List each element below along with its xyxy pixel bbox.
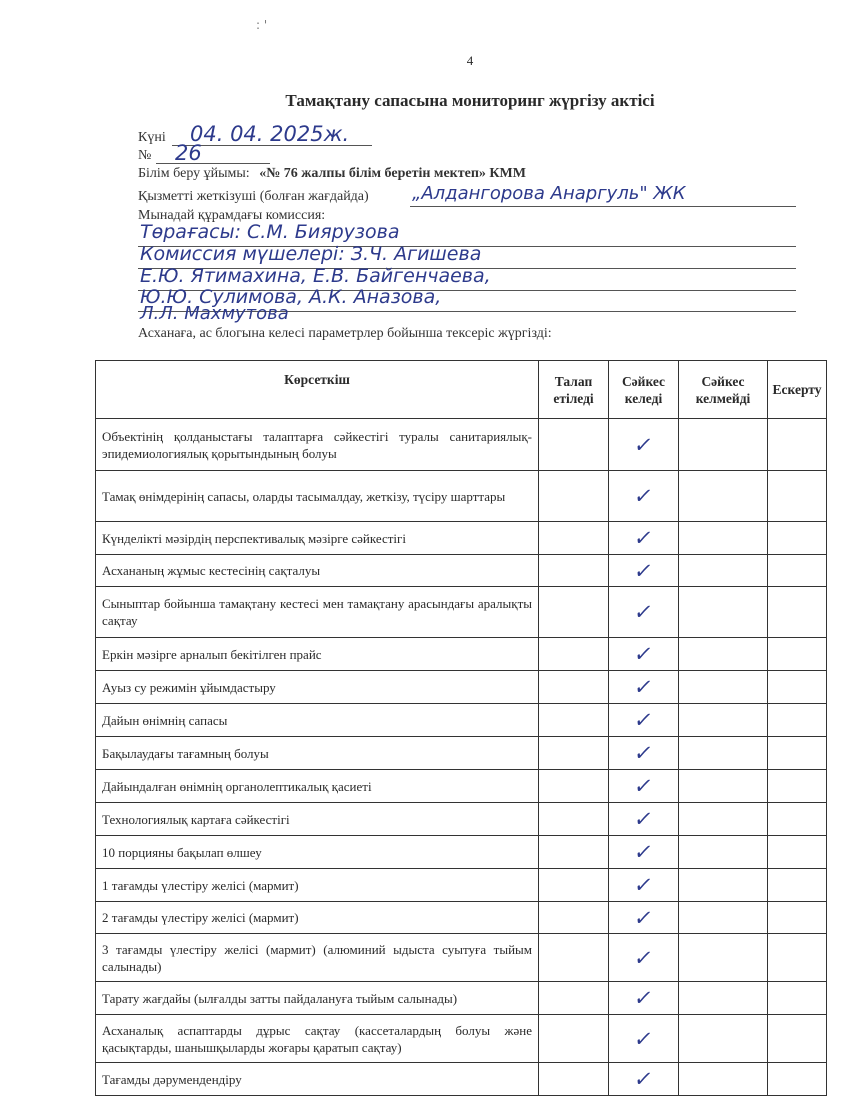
table-row bbox=[96, 1015, 827, 1063]
noncompliant-cell bbox=[679, 803, 768, 836]
compliant-cell bbox=[609, 836, 679, 869]
check-mark-icon: ✓ bbox=[632, 526, 655, 550]
indicator-cell: Технологиялық картаға сәйкестігі bbox=[96, 803, 539, 836]
table-row bbox=[96, 419, 827, 471]
document-title: Тамақтану сапасына мониторинг жүргізу актісі bbox=[285, 91, 655, 110]
note-cell bbox=[768, 1015, 827, 1063]
table-header-row bbox=[96, 361, 827, 419]
compliant-cell bbox=[609, 522, 679, 555]
number-label: № bbox=[138, 148, 152, 163]
header-indicator: Көрсеткіш bbox=[96, 361, 539, 419]
compliant-cell bbox=[609, 803, 679, 836]
check-mark-icon: ✓ bbox=[632, 741, 655, 765]
compliant-cell bbox=[609, 419, 679, 471]
check-mark-icon: ✓ bbox=[632, 807, 655, 831]
noncompliant-cell bbox=[679, 934, 768, 982]
indicator-cell: Сыныптар бойынша тамақтану кестесі мен тамақтану арасындағы аралықты сақтау bbox=[96, 587, 539, 638]
required-cell bbox=[539, 1063, 609, 1096]
noncompliant-cell bbox=[679, 1063, 768, 1096]
commission-member-line-3: Ю.Ю. Сулимова, А.К. Аназова, bbox=[140, 286, 442, 308]
required-cell bbox=[539, 555, 609, 587]
check-mark-icon: ✓ bbox=[632, 708, 655, 732]
noncompliant-cell bbox=[679, 555, 768, 587]
noncompliant-cell bbox=[679, 587, 768, 638]
table-row bbox=[96, 522, 827, 555]
supplier-label: Қызметті жеткізуші (болған жағдайда) bbox=[138, 189, 369, 204]
indicator-cell: Еркін мәзірге арналып бекітілген прайс bbox=[96, 638, 539, 671]
note-cell bbox=[768, 555, 827, 587]
indicator-cell: Дайындалған өнімнің органолептикалық қасиеті bbox=[96, 770, 539, 803]
table-row bbox=[96, 869, 827, 902]
noncompliant-cell bbox=[679, 770, 768, 803]
compliant-cell bbox=[609, 770, 679, 803]
note-cell bbox=[768, 638, 827, 671]
required-cell bbox=[539, 902, 609, 934]
compliant-cell bbox=[609, 902, 679, 934]
note-cell bbox=[768, 471, 827, 522]
indicator-cell: Асхананың жұмыс кестесінің сақталуы bbox=[96, 555, 539, 587]
note-cell bbox=[768, 869, 827, 902]
number-underline bbox=[156, 163, 270, 164]
noncompliant-cell bbox=[679, 982, 768, 1015]
noncompliant-cell bbox=[679, 522, 768, 555]
commission-member-line-4: Л.Л. Махмутова bbox=[140, 303, 289, 324]
required-cell bbox=[539, 803, 609, 836]
commission-members: Комиссия мүшелері: З.Ч. Агишева bbox=[140, 243, 482, 265]
compliant-cell bbox=[609, 638, 679, 671]
note-cell bbox=[768, 982, 827, 1015]
compliant-cell bbox=[609, 704, 679, 737]
header-compliant: Сәйкес келеді bbox=[609, 361, 679, 419]
compliant-cell bbox=[609, 587, 679, 638]
check-mark-icon: ✓ bbox=[632, 774, 655, 798]
required-cell bbox=[539, 1015, 609, 1063]
check-mark-icon: ✓ bbox=[632, 600, 655, 624]
note-cell bbox=[768, 704, 827, 737]
check-mark-icon: ✓ bbox=[632, 484, 655, 508]
compliant-cell bbox=[609, 471, 679, 522]
check-mark-icon: ✓ bbox=[632, 986, 655, 1010]
indicator-cell: Күнделікті мәзірдің перспективалық мәзірге сәйкестігі bbox=[96, 522, 539, 555]
compliant-cell bbox=[609, 671, 679, 704]
commission-label: Мынадай құрамдағы комиссия: bbox=[138, 208, 326, 223]
table-row bbox=[96, 555, 827, 587]
required-cell bbox=[539, 587, 609, 638]
indicator-cell: Бақылаудағы тағамның болуы bbox=[96, 737, 539, 770]
table-row bbox=[96, 471, 827, 522]
monitoring-table bbox=[95, 360, 827, 1096]
required-cell bbox=[539, 737, 609, 770]
org-value: «№ 76 жалпы білім беретін мектеп» КММ bbox=[259, 166, 526, 181]
required-cell bbox=[539, 869, 609, 902]
noncompliant-cell bbox=[679, 1015, 768, 1063]
table-row bbox=[96, 671, 827, 704]
check-mark-icon: ✓ bbox=[632, 905, 655, 930]
note-cell bbox=[768, 803, 827, 836]
table-row bbox=[96, 770, 827, 803]
indicator-cell: Объектінің қолданыстағы талаптарға сәйкестігі туралы санитариялық-эпидемиологиялық қорытындының болуы bbox=[96, 419, 539, 471]
required-cell bbox=[539, 419, 609, 471]
note-cell bbox=[768, 522, 827, 555]
noncompliant-cell bbox=[679, 419, 768, 471]
date-label: Күні bbox=[138, 130, 166, 145]
check-mark-icon: ✓ bbox=[632, 642, 655, 666]
check-mark-icon: ✓ bbox=[632, 675, 655, 699]
indicator-cell: Дайын өнімнің сапасы bbox=[96, 704, 539, 737]
note-cell bbox=[768, 419, 827, 471]
noncompliant-cell bbox=[679, 471, 768, 522]
indicator-cell: Ауыз су режимін ұйымдастыру bbox=[96, 671, 539, 704]
note-cell bbox=[768, 934, 827, 982]
indicator-cell: 3 тағамды үлестіру желісі (мармит) (алюминий ыдыста суытуға тыйым салынады) bbox=[96, 934, 539, 982]
required-cell bbox=[539, 770, 609, 803]
required-cell bbox=[539, 671, 609, 704]
required-cell bbox=[539, 522, 609, 555]
indicator-cell: 1 тағамды үлестіру желісі (мармит) bbox=[96, 869, 539, 902]
check-mark-icon: ✓ bbox=[632, 873, 655, 897]
check-mark-icon: ✓ bbox=[632, 1067, 655, 1091]
scan-specks: : ' bbox=[256, 18, 268, 32]
table-row bbox=[96, 836, 827, 869]
table-row bbox=[96, 587, 827, 638]
check-mark-icon: ✓ bbox=[632, 945, 655, 970]
noncompliant-cell bbox=[679, 902, 768, 934]
indicator-cell: 2 тағамды үлестіру желісі (мармит) bbox=[96, 902, 539, 934]
note-cell bbox=[768, 902, 827, 934]
check-mark-icon: ✓ bbox=[632, 840, 655, 864]
noncompliant-cell bbox=[679, 671, 768, 704]
table-row bbox=[96, 704, 827, 737]
indicator-cell: Асханалық аспаптарды дұрыс сақтау (кассеталардың болуы және қасықтарды, шанышқыларды жоғары қаратып сақтау) bbox=[96, 1015, 539, 1063]
check-mark-icon: ✓ bbox=[632, 1026, 655, 1051]
table-row bbox=[96, 737, 827, 770]
noncompliant-cell bbox=[679, 704, 768, 737]
check-mark-icon: ✓ bbox=[632, 558, 655, 583]
note-cell bbox=[768, 671, 827, 704]
required-cell bbox=[539, 638, 609, 671]
compliant-cell bbox=[609, 934, 679, 982]
required-cell bbox=[539, 836, 609, 869]
compliant-cell bbox=[609, 1063, 679, 1096]
note-cell bbox=[768, 737, 827, 770]
compliant-cell bbox=[609, 982, 679, 1015]
commission-member-line-2: Е.Ю. Ятимахина, Е.В. Байгенчаева, bbox=[140, 265, 491, 287]
note-cell bbox=[768, 836, 827, 869]
required-cell bbox=[539, 704, 609, 737]
header-required: Талап етіледі bbox=[539, 361, 609, 419]
indicator-cell: 10 порцияны бақылап өлшеу bbox=[96, 836, 539, 869]
noncompliant-cell bbox=[679, 638, 768, 671]
table-row bbox=[96, 1063, 827, 1096]
indicator-cell: Тағамды дәрумендендіру bbox=[96, 1063, 539, 1096]
org-label: Білім беру ұйымы: bbox=[138, 166, 250, 181]
note-cell bbox=[768, 587, 827, 638]
supplier-underline bbox=[410, 206, 796, 207]
required-cell bbox=[539, 471, 609, 522]
indicator-cell: Тамақ өнімдерінің сапасы, оларды тасымалдау, жеткізу, түсіру шарттары bbox=[96, 471, 539, 522]
noncompliant-cell bbox=[679, 869, 768, 902]
header-noncompliant: Сәйкес келмейді bbox=[679, 361, 768, 419]
required-cell bbox=[539, 982, 609, 1015]
date-value: 04. 04. 2025ж. bbox=[190, 122, 350, 146]
table-row bbox=[96, 902, 827, 934]
table-row bbox=[96, 803, 827, 836]
table-row bbox=[96, 638, 827, 671]
compliant-cell bbox=[609, 869, 679, 902]
note-cell bbox=[768, 770, 827, 803]
compliant-cell bbox=[609, 555, 679, 587]
compliant-cell bbox=[609, 737, 679, 770]
page-number: 4 bbox=[466, 53, 474, 68]
org-line bbox=[138, 166, 526, 182]
table-row bbox=[96, 934, 827, 982]
indicator-cell: Тарату жағдайы (ылғалды затты пайдалануға тыйым салынады) bbox=[96, 982, 539, 1015]
inspection-text: Асханаға, ас блогына келесі параметрлер бойынша тексеріс жүргізді: bbox=[138, 326, 552, 341]
noncompliant-cell bbox=[679, 836, 768, 869]
number-value: 26 bbox=[175, 141, 202, 165]
header-note: Ескерту bbox=[768, 361, 827, 419]
supplier-value: „Алдангорова Анаргуль" ЖК bbox=[412, 183, 686, 204]
check-mark-icon: ✓ bbox=[632, 432, 655, 457]
commission-chair: Төрағасы: С.М. Биярузова bbox=[140, 221, 400, 243]
required-cell bbox=[539, 934, 609, 982]
table-row bbox=[96, 982, 827, 1015]
compliant-cell bbox=[609, 1015, 679, 1063]
note-cell bbox=[768, 1063, 827, 1096]
noncompliant-cell bbox=[679, 737, 768, 770]
